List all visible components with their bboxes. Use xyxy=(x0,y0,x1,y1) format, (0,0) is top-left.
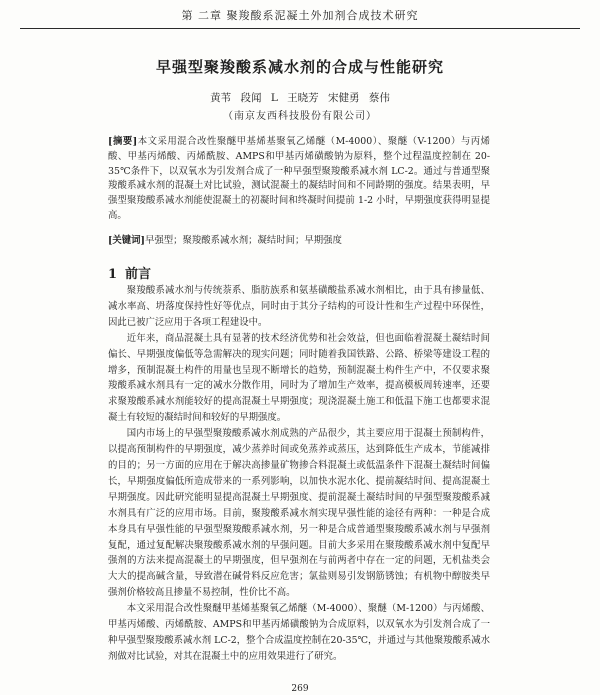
body-paragraph: 本文采用混合改性聚醚甲基烯基聚氧乙烯醚（M-4000）、聚醚（M-1200）与丙烯酸、甲基丙烯酸、丙烯酰胺、AMPS和甲基丙烯磺酸钠为合成原料，以双氧水为引发剂合成了一种早强型聚羧酸系减水剂 LC-2，整个合成温度控制在20-35℃，并通过与其他聚羧酸系减水剂做对比试验，对其在混凝土中的应用效果进行了研究。 xyxy=(108,603,490,662)
paper-title: 早强型聚羧酸系减水剂的合成与性能研究 xyxy=(155,58,444,76)
author-list: 黄苇 段闻 L 王晓芳 宋健勇 蔡伟 xyxy=(210,92,390,104)
body-paragraph: 近年来，商品混凝土具有显著的技术经济优势和社会效益，但也面临着混凝土凝结时间偏长、早期强度偏低等急需解决的现实问题；同时随着我国铁路、公路、桥梁等建设工程的增多，预制混凝土构件的用量也呈现不断增长的趋势，预制混凝土构件生产中，不仅要求聚羧酸系减水剂具有一定的减水分散作用，同时为了增加生产效率，提高模板周转速率，还要求聚羧酸系减水剂能较好的提高混凝土早期强度；现浇混凝土施工和低温下施工也都要求混凝土有较短的凝结时间和较好的早期强度。 xyxy=(108,332,490,424)
body-paragraph: 聚羧酸系减水剂与传统萘系、脂肪族系和氨基磺酸盐系减水剂相比，由于具有掺量低、减水率高、坍落度保持性好等优点，同时由于其分子结构的可设计性和生产过程中环保性，因此已被广泛应用于各项工程建设中。 xyxy=(108,285,490,328)
body-text xyxy=(108,283,490,665)
affiliation: （南京友西科技股份有限公司） xyxy=(223,111,377,122)
abstract-label: [摘要] xyxy=(108,136,138,147)
abstract-text: 本文采用混合改性聚醚甲基烯基聚氧乙烯醚（M-4000）、聚醚（V-1200）与丙烯酸、甲基丙烯酸、丙烯酰胺、AMPS和甲基丙烯磺酸钠为原料，整个过程温度控制在 20-35℃条件下，以双氧水为引发剂合成了一种早强型聚羧酸系减水剂 LC-2。通过与普通型聚羧酸系减水剂的混凝土对比试验，测试混凝土的凝结时间和不同龄期的强度。结果表明，早强型聚羧酸系减水剂能使混凝土的初凝时间和终凝时间提前 1-2 小时，早期强度获得明显提高。 xyxy=(108,136,491,221)
abstract xyxy=(108,135,490,224)
running-header: 第 二章 聚羧酸系泥凝土外加剂合成技术研究 xyxy=(20,6,580,29)
section-number: 1 xyxy=(108,267,118,282)
body-paragraph: 国内市场上的早强型聚羧酸系减水剂成熟的产品很少，其主要应用于混凝土预制构件，以提高预制构件的早期强度，减少蒸养时间或免蒸养或蒸压，达到降低生产成本，节能减排的目的；另一方面的应用在于解决高掺量矿物掺合料混凝土或低温条件下混凝土凝结时间偏长，早期强度偏低所造成带来的一系列影响，以加快水泥水化、提前凝结时间、提高混凝土早期强度。因此研究能明显提高混凝土早期强度、提前混凝土凝结时间的早强型聚羧酸系减水剂具有广泛的应用市场。目前，聚羧酸系减水剂实现早强性能的途径有两种：一种是合成本身具有早强性能的早强型聚羧酸系减水剂，另一种是合成普通型聚羧酸系减水剂与早强剂复配，通过复配解决聚羧酸系减水剂的早强问题。目前大多采用在聚羧酸系减水剂中复配早强剂的方法来提高混凝土的早期强度，但早强剂在与前两者中存在一定的问题，无机盐类会大大的提高碱含量，导致潜在碱骨料反应危害；氯盐则易引发钢筋锈蚀；有机物中醇胺类早强剂价格较高且掺量不易控制，性价比不高。 xyxy=(108,428,490,599)
keywords xyxy=(108,234,490,248)
page-number: 269 xyxy=(291,684,309,694)
keywords-text: 早强型；聚羧酸系减水剂；凝结时间；早期强度 xyxy=(145,235,342,246)
section-heading xyxy=(108,263,159,282)
keywords-label: [关键词] xyxy=(108,235,145,246)
section-title: 前言 xyxy=(125,267,152,282)
